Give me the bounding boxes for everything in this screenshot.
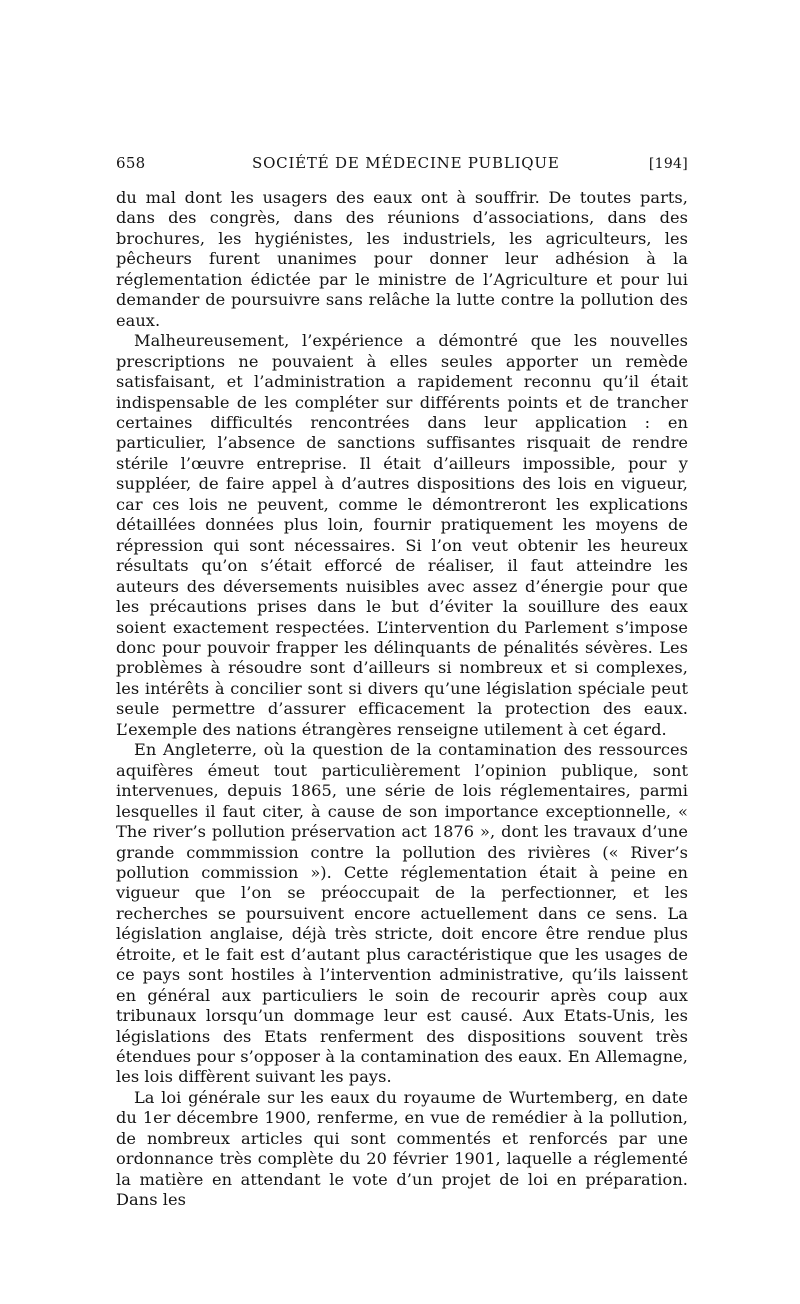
paragraph-1: du mal dont les usagers des eaux ont à souffrir. De toutes parts, dans des congrès, dans des réunions d’associations, dans des brochures, les hygiénistes, les industriels, les agriculteurs, les pêcheurs furent unanimes pour donner leur adhésion à la réglementation édictée par le ministre de l’Agriculture et pour lui demander de poursuivre sans relâche la lutte contre la pollution des eaux. — [116, 188, 688, 330]
paragraph-4: La loi générale sur les eaux du royaume de Wurtemberg, en date du 1er décembre 1900, renferme, en vue de remédier à la pollution, de nombreux articles qui sont commentés et renforcés par une ordonnance très complète du 20 février 1901, laquelle a réglementé la matière en attendant le vote d’un projet de loi en préparation. Dans les — [116, 1087, 688, 1210]
page-number: 658 — [116, 154, 146, 172]
running-header — [116, 150, 688, 180]
reference-number: [194] — [648, 156, 688, 172]
journal-title: SOCIÉTÉ DE MÉDECINE PUBLIQUE — [252, 154, 560, 172]
paragraph-2: Malheureusement, l’expérience a démontré que les nouvelles prescriptions ne pouvaient à elles seules apporter un remède satisfaisant, et l’administration a rapidement reconnu qu’il était indispensable de les compléter sur différents points et de trancher certaines difficultés rencontrées dans leur application : en particulier, l’absence de sanctions suffisantes risquait de rendre stérile l’œuvre entreprise. Il était d’ailleurs impossible, pour y suppléer, de faire appel à d’autres dispositions des lois en vigueur, car ces lois ne peuvent, comme le démontreront les explications détaillées données plus loin, fournir pratiquement les moyens de répression qui sont nécessaires. Si l’on veut obtenir les heureux résultats qu’on s’était efforcé de réaliser, il faut atteindre les auteurs des déversements nuisibles avec assez d’énergie pour que les précautions prises dans le but d’éviter la souillure des eaux soient exactement respectées. L’intervention du Parlement s’impose donc pour pouvoir frapper les délinquants de pénalités sévères. Les problèmes à résoudre sont d’ailleurs si nombreux et si complexes, les intérêts à concilier sont si divers qu’une législation spéciale peut seule permettre d’assurer efficacement la protection des eaux. L’exemple des nations étrangères renseigne utilement à cet égard. — [116, 331, 688, 739]
body-text — [116, 188, 688, 1211]
document-page — [116, 150, 688, 1211]
paragraph-3: En Angleterre, où la question de la contamination des ressources aquifères émeut tout particulièrement l’opinion publique, sont intervenues, depuis 1865, une série de lois réglementaires, parmi lesquelles il faut citer, à cause de son importance exceptionnelle, « The river’s pollution préservation act 1876 », dont les travaux d’une grande commmission contre la pollution des rivières (« River’s pollution commission »). Cette réglementation était à peine en vigueur que l’on se préoccupait de la perfectionner, et les recherches se poursuivent encore actuellement dans ce sens. La législation anglaise, déjà très stricte, doit encore être rendue plus étroite, et le fait est d’autant plus caractéristique que les usages de ce pays sont hostiles à l’intervention administrative, qu’ils laissent en général aux particuliers le soin de recourir après coup aux tribunaux lorsqu’un dommage leur est causé. Aux Etats-Unis, les législations des Etats renferment des dispositions souvent très étendues pour s’opposer à la contamination des eaux. En Allemagne, les lois diffèrent suivant les pays. — [116, 740, 688, 1087]
